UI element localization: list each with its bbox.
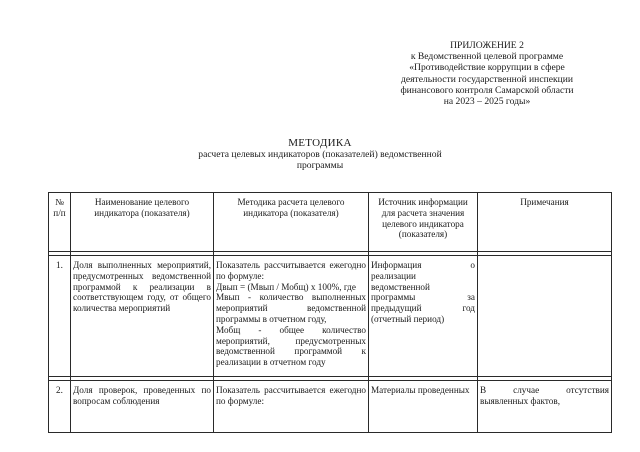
indicator-source: Материалы проведенных [369, 381, 478, 433]
indicator-name: Доля проверок, проведенных по вопросам соблюдения [71, 381, 214, 433]
document-title-main: МЕТОДИКА [288, 137, 352, 149]
document-title-sub: расчета целевых индикаторов (показателей) ведомственной [198, 149, 442, 160]
appendix-line: к Ведомственной целевой программе [410, 51, 564, 63]
document-title [150, 137, 490, 171]
table-header-row [49, 193, 612, 252]
indicator-method: Показатель рассчитывается ежегодно по формуле: [214, 381, 369, 433]
header-method: Методика расчета целевого индикатора (показателя) [214, 193, 369, 252]
indicators-table [48, 192, 612, 433]
header-num: № п/п [49, 193, 71, 252]
indicator-notes [478, 256, 612, 377]
appendix-line: деятельности государственной инспекции [400, 73, 574, 85]
method-formula: Двып = (Мвып / Мобщ) х 100%, где [216, 281, 356, 292]
table-row [49, 256, 612, 377]
method-intro: Показатель рассчитывается ежегодно по формуле: [216, 260, 366, 281]
table-row [49, 381, 612, 433]
row-number: 2. [49, 381, 71, 433]
indicator-name: Доля выполненных мероприятий, предусмотренных ведомственной программой к реализации в соответствующем году, от общего количества мероприятий [71, 256, 214, 377]
indicator-source: Информация о реализации ведомственной программы за предыдущий год (отчетный период) [369, 256, 478, 377]
method-definition: Мвып - количество выполненных мероприятий ведомственной программы в отчетном году, [216, 292, 366, 324]
appendix-line: на 2023 – 2025 годы» [443, 96, 531, 108]
appendix-line: финансового контроля Самарской области [400, 84, 574, 96]
header-notes: Примечания [478, 193, 612, 252]
header-name: Наименование целевого индикатора (показателя) [71, 193, 214, 252]
row-number: 1. [49, 256, 71, 377]
appendix-line: «Противодействие коррупции в сфере [409, 62, 565, 74]
indicator-method [214, 256, 369, 377]
appendix-header [352, 40, 622, 107]
document-title-sub: программы [296, 160, 344, 171]
method-definition: Мобщ - общее количество мероприятий, предусмотренных ведомственной программой к реализации в отчетном году [216, 324, 366, 368]
appendix-title: ПРИЛОЖЕНИЕ 2 [450, 40, 524, 51]
indicator-notes: В случае отсутствия выявленных фактов, [478, 381, 612, 433]
header-source: Источник информации для расчета значения целевого индикатора (показателя) [369, 193, 478, 252]
